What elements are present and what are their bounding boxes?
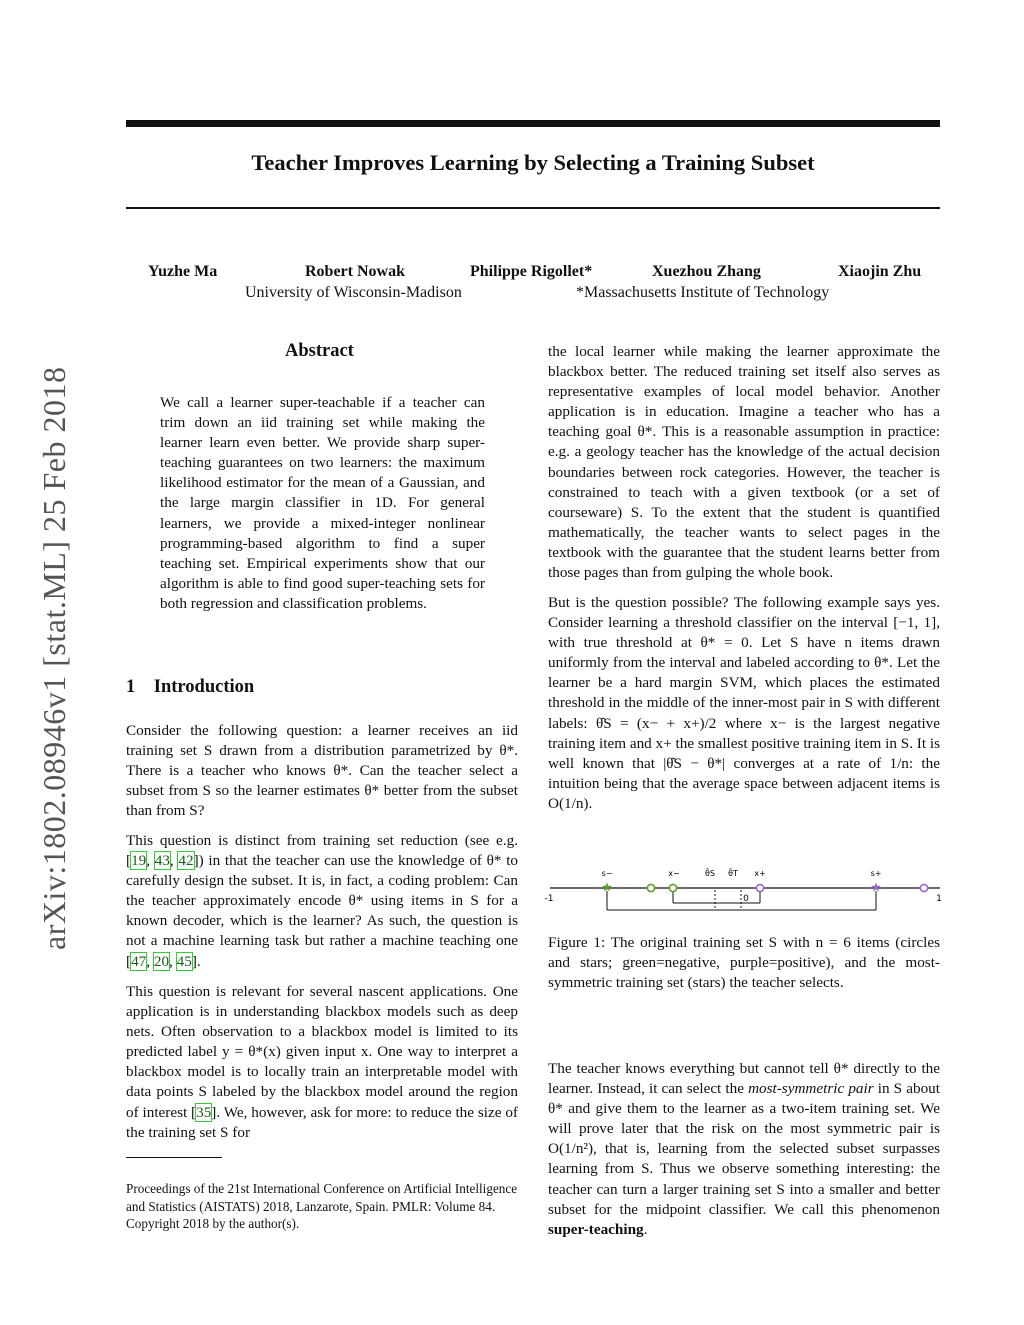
author-3: Philippe Rigollet* bbox=[470, 263, 593, 280]
citation-link[interactable]: 47 bbox=[131, 952, 147, 970]
citation-link[interactable]: 35 bbox=[196, 1103, 212, 1121]
right-p3-strong: super-teaching bbox=[548, 1220, 644, 1238]
figure-1-caption: Figure 1: The original training set S with n = 6 items (circles and stars; green=negative, purple=positive), and the most-symmetric training set (stars) the teacher selects. bbox=[548, 934, 940, 992]
intro-p2-text-c: ]. bbox=[191, 952, 201, 970]
intro-p3-text-a: This question is relevant for several nascent applications. One application is in understanding blackbox models such as deep nets. Often observation to a blackbox model is limited to its predicted label y = θ*(x) given input x. One way to interpret a blackbox model is to locally train an interpretable model with data points S labeled by the blackbox model around the region of interest [ bbox=[126, 983, 518, 1121]
intro-p2-text-b: ]) in that the teacher can use the knowledge of θ* to carefully design the subset. It is, in fact, a coding problem: Can the teacher approximately encode θ* using items in S for a known decoder, which is the learner? As such, the question is not a machine learning task but rather a machine teaching one [ bbox=[126, 852, 519, 970]
axis-max-label: 1 bbox=[936, 894, 942, 904]
top-rule bbox=[126, 120, 940, 127]
label-theta-s: θ̂S bbox=[705, 869, 715, 878]
author-4: Xuezhou Zhang bbox=[652, 263, 761, 280]
paper-title: Teacher Improves Learning by Selecting a Training Subset bbox=[251, 150, 815, 175]
intro-p3-text-b: ]. We, however, ask for more: to reduce the size of the training set S for bbox=[126, 1103, 518, 1141]
axis-min-label: -1 bbox=[544, 894, 554, 904]
footnote-rule bbox=[126, 1157, 222, 1158]
section-number: 1 bbox=[126, 677, 136, 697]
negative-item-circle bbox=[647, 884, 654, 891]
right-p3-text-c: . bbox=[643, 1220, 648, 1238]
positive-item-circle bbox=[920, 884, 927, 891]
abstract-heading: Abstract bbox=[285, 341, 354, 361]
citation-link[interactable]: 45 bbox=[176, 952, 192, 970]
label-x-plus: x+ bbox=[754, 869, 766, 878]
intro-paragraph-1: Consider the following question: a learner receives an iid training set S drawn from a distribution parametrized by θ*. There is a teacher who knows θ*. Can the teacher select a subset from S so the learner estimates θ* better from the subset than from S? bbox=[126, 722, 518, 820]
citation-link[interactable]: 42 bbox=[178, 852, 194, 870]
label-s-minus: s− bbox=[601, 869, 613, 878]
author-1: Yuzhe Ma bbox=[148, 263, 218, 280]
right-p3-text-b: in S about θ* and give them to the learner as a two-item training set. We will prove later that the risk on the most symmetric pair is O(1/n²), that is, learning from the selected subset surpasses learning from S. Thus we observe something interesting: the teacher can turn a larger training set S into a smaller and better subset for the midpoint classifier. We call this phenomenon bbox=[548, 1080, 940, 1218]
right-paragraph-2: But is the question possible? The following example says yes. Consider learning a threshold classifier on the interval [−1, 1], with true threshold at θ* = 0. Let S have n items drawn uniformly from the interval and labeled according to θ*. Let the learner be a hard margin SVM, which places the estimated threshold in the middle of the inner-most pair in S with different labels: θ̂S = (x− + x+)/2 where x− is the largest negative training item and x+ the smallest positive training item in S. It is well known that |θ̂S − θ*| converges at a rate of 1/n: the intuition being that the average space between adjacent items is O(1/n). bbox=[548, 594, 940, 812]
proceedings-footnote: Proceedings of the 21st International Conference on Artificial Intelligence and Statistics (AISTATS) 2018, Lanzarote, Spain. PMLR: Volume 84. Copyright 2018 by the author(s). bbox=[126, 1181, 518, 1231]
s-minus-star-icon: ★ bbox=[601, 880, 613, 896]
citation-link[interactable]: 20 bbox=[153, 952, 170, 970]
s-plus-star-icon: ★ bbox=[870, 880, 882, 896]
intro-paragraph-2: This question is distinct from training set reduction (see e.g. [19, 43, 42]) in that the teacher can use the knowledge of θ* to carefully design the subset. It is, in fact, a coding problem: Can the teacher approximately encode θ* using items in S for a known decoder, which is the learner? As such, the question is not a machine learning task but rather a machine teaching one [47, 20, 45]. bbox=[126, 832, 519, 970]
intro-paragraph-3 bbox=[126, 982, 518, 1143]
citation-link[interactable]: 43 bbox=[154, 852, 170, 870]
citation-link[interactable]: 19 bbox=[131, 852, 147, 870]
author-2: Robert Nowak bbox=[305, 263, 405, 280]
positive-item-circle bbox=[756, 884, 763, 891]
intro-p2-text-a: This question is distinct from training set reduction (see e.g. [ bbox=[126, 832, 518, 870]
axis-zero-label: 0 bbox=[743, 894, 749, 904]
right-paragraph-1: the local learner while making the learner approximate the blackbox better. The reduced training set itself also serves as representative examples of local model behavior. Another application is in education. Imagine a teacher who has a teaching goal θ*. This is a reasonable assumption in practice: e.g. a geology teacher has the knowledge of the actual decision boundaries between rock categories. However, the teacher is constrained to teach with a given textbook (or a set of courseware) S. To the extent that the student is quantified mathematically, the teacher wants to select pages in the textbook with the guarantee that the student learns better from those pages than from gulping the whole book. bbox=[548, 343, 940, 582]
right-paragraph-3 bbox=[548, 1059, 940, 1240]
section-heading bbox=[126, 677, 254, 698]
label-theta-t: θ̂T bbox=[728, 869, 738, 878]
label-x-minus: x− bbox=[668, 869, 680, 878]
affiliation-2: *Massachusetts Institute of Technology bbox=[576, 284, 830, 301]
title-rule bbox=[126, 207, 940, 209]
affiliation-1: University of Wisconsin-Madison bbox=[245, 284, 462, 301]
label-s-plus: s+ bbox=[870, 869, 882, 878]
author-5: Xiaojin Zhu bbox=[838, 263, 922, 280]
right-p3-emphasis: most-symmetric pair bbox=[748, 1080, 874, 1098]
arxiv-stamp: arXiv:1802.08946v1 [stat.ML] 25 Feb 2018 bbox=[36, 366, 72, 950]
negative-item-circle bbox=[669, 884, 676, 891]
abstract-body: We call a learner super-teachable if a teacher can trim down an iid training set while making the learner learn even better. We provide sharp super-teaching guarantees on two learners: the maximum likelihood estimator for the mean of a Gaussian, and the large margin classifier in 1D. For general learners, we provide a mixed-integer nonlinear programming-based algorithm to find a super teaching set. Empirical experiments show that our algorithm is able to find good super-teaching sets for both regression and classification problems. bbox=[160, 394, 485, 612]
right-p3-text-a: The teacher knows everything but cannot tell θ* directly to the learner. Instead, it can select the bbox=[548, 1060, 940, 1098]
figure-1 bbox=[540, 862, 945, 912]
section-title: Introduction bbox=[153, 677, 255, 697]
